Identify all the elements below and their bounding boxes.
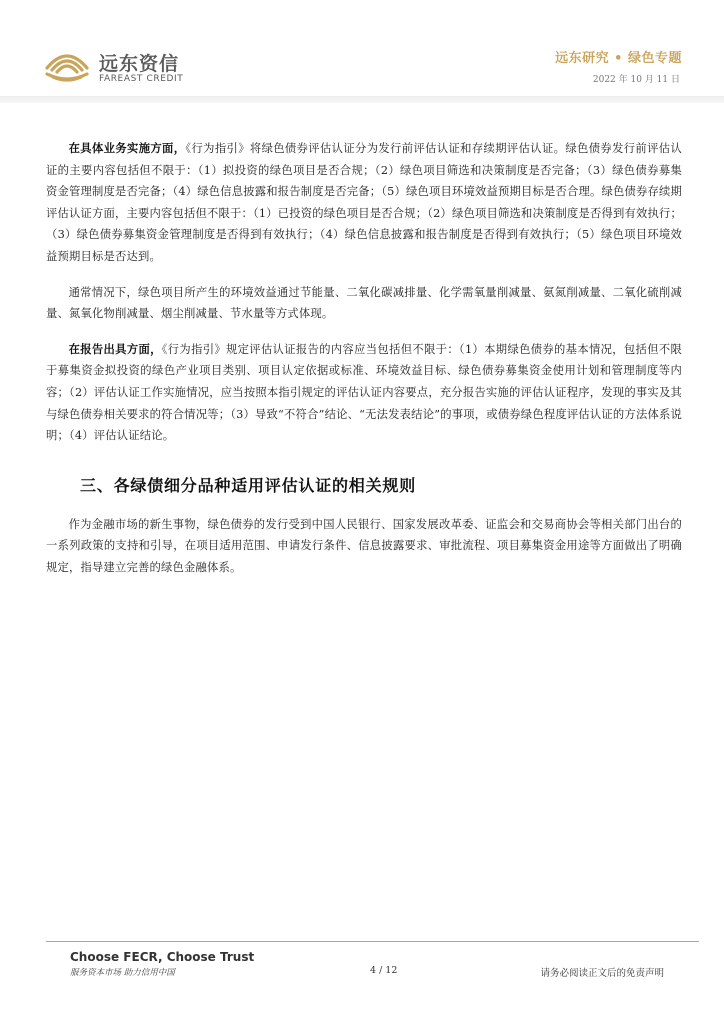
paragraph-lead: 在报告出具方面， bbox=[68, 341, 162, 356]
paragraph-business-implementation bbox=[46, 138, 682, 268]
footer-slogan: Choose FECR, Choose Trust bbox=[70, 950, 255, 964]
paragraph-policy-support bbox=[46, 514, 682, 579]
page-header bbox=[0, 0, 724, 100]
paragraph-text: 作为金融市场的新生事物，绿色债券的发行受到中国人民银行、国家发展改革委、证监会和交易商协会等相关部门出台的一系列政策的支持和引导，在项目适用范围、申请发行条件、信息披露要求、审批流程、项目募集资金用途等方面做出了明确规定，指导建立完善的绿色金融体系。 bbox=[46, 517, 682, 574]
footer-disclaimer: 请务必阅读正文后的免责声明 bbox=[540, 968, 664, 979]
report-category: 远东研究 • 绿色专题 bbox=[555, 51, 682, 66]
paragraph-lead: 在具体业务实施方面， bbox=[68, 141, 186, 155]
section-heading: 三、各绿债细分品种适用评估认证的相关规则 bbox=[80, 475, 417, 495]
brand-name: 远东资信 bbox=[99, 53, 180, 75]
paragraph-text: 《行为指引》规定评估认证报告的内容应当包括但不限于：（1）本期绿色债券的基本情况，包括但不限于募集资金拟投资的绿色产业项目类别、项目认定依据或标准、环境效益目标、绿色债券募集资金使用计划和管理制度等内容；（2）评估认证工作实施情况，应当按照本指引规定的评估认证内容要点，充分报告实施的评估认证程序，发现的事实及其与绿色债券相关要求的符合情况等；（3）导致“不符合”结论、“无法发表结论”的事项，或债券绿色程度评估认证的方法体系说明；（4）评估认证结论。 bbox=[46, 342, 682, 443]
fareast-credit-logo-icon bbox=[42, 44, 92, 84]
document-body bbox=[46, 138, 682, 593]
paragraph-text: 《行为指引》将绿色债券评估认证分为发行前评估认证和存续期评估认证。绿色债券发行前评估认证的主要内容包括但不限于：（1）拟投资的绿色项目是否合规；（2）绿色项目筛选和决策制度是否完备；（3）绿色债券募集资金管理制度是否完备；（4）绿色信息披露和报告制度是否完备；（5）绿色项目环境效益预期目标是否合理。绿色债券存续期评估认证方面，主要内容包括但不限于：（1）已投资的绿色项目是否合规；（2）绿色项目筛选和决策制度是否得到有效执行；（3）绿色债券募集资金管理制度是否得到有效执行；（4）绿色信息披露和报告制度是否得到有效执行；（5）绿色项目环境效益预期目标是否达到。 bbox=[46, 142, 682, 263]
footer-divider bbox=[46, 941, 699, 942]
paragraph-text: 通常情况下，绿色项目所产生的环境效益通过节能量、二氧化碳减排量、化学需氧量削减量、氨氮削减量、二氧化硫削减量、氮氧化物削减量、烟尘削减量、节水量等方式体现。 bbox=[46, 285, 682, 321]
footer-subtitle: 服务资本市场 助力信用中国 bbox=[70, 968, 175, 978]
paragraph-report-issuance bbox=[46, 339, 682, 447]
header-divider bbox=[0, 96, 724, 103]
report-date: 2022 年 10 月 11 日 bbox=[592, 75, 680, 85]
page-number: 4 / 12 bbox=[370, 965, 398, 976]
paragraph-environmental-benefits bbox=[46, 282, 682, 325]
brand-english-name: FAREAST CREDIT bbox=[99, 74, 184, 84]
